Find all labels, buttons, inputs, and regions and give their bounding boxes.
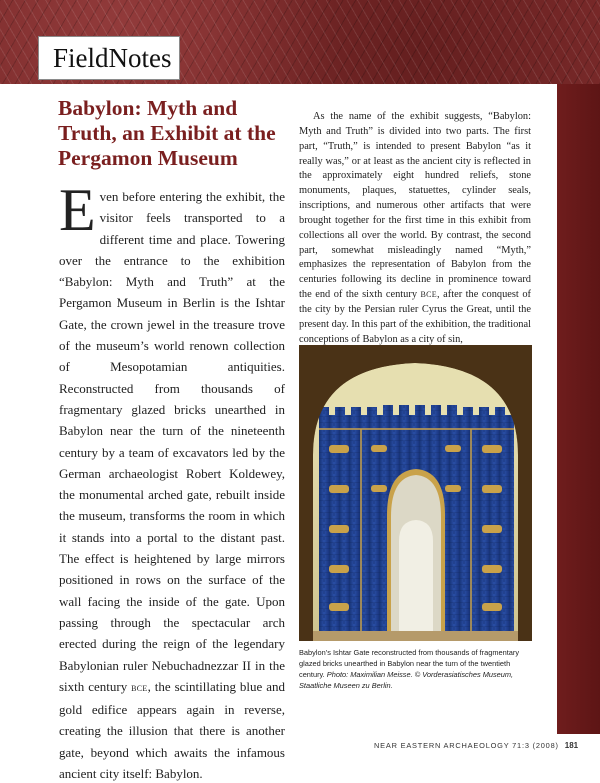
- era-abbrev: BCE: [131, 683, 148, 693]
- ishtar-gate-photo: [299, 345, 532, 641]
- article-title: Babylon: Myth and Truth, an Exhibit at the Pergamon Museum: [58, 96, 276, 170]
- figure-caption: [299, 647, 537, 691]
- right-paragraph-part-1: As the name of the exhibit suggests, “Babylon: Myth and Truth” is divided into two parts. The first part, “Truth,” is intended to present Babylon “as it really was,” or at least as the ancient city is reflected in the approximately eight hundred reliefs, stone monuments, plaques, statuettes, cylinder seals, inscriptions, and numerous other artifacts that were brought together for the first time in this exhibit from collections all over the world. By contrast, the second part, somewhat misleadingly named “Myth,” emphasizes the representation of Babylon from the centuries following its decline in prominence toward the end of the sixth century: [299, 111, 531, 301]
- caption-credit: Photo: Maximilian Meisse. © Vorderasiatisches Museum, Staatliche Museen zu Berlin.: [299, 670, 514, 690]
- right-paragraph-part-2: , after the conquest of the city by the Persian ruler Cyrus the Great, until the present day. In this part of the exhibition, the traditional conceptions of Babylon as a city of sin,: [299, 289, 531, 345]
- right-column-text: [299, 110, 531, 348]
- ishtar-gate-illustration: [299, 345, 532, 641]
- era-abbrev: BCE: [420, 290, 437, 300]
- drop-cap: E: [59, 177, 96, 243]
- section-label-box: [38, 36, 180, 80]
- page-number: 181: [564, 741, 579, 750]
- journal-citation: NEAR EASTERN ARCHAEOLOGY 71:3 (2008): [374, 741, 559, 750]
- page-footer: [374, 741, 579, 750]
- section-label: FieldNotes: [53, 43, 172, 73]
- left-paragraph-part-1: ven before entering the exhibit, the visitor feels transported to a different time and place. Towering over the entrance to the exhibition “Babylon: Myth and Truth” at the Pergamon Museum in Berlin is the Ishtar Gate, the crown jewel in the treasure trove of the museum’s world renown collection of Mesopotamian antiquities. Reconstructed from thousands of fragmentary glazed bricks unearthed in Babylon near the turn of the nineteenth century by a team of excavators led by the German archaeologist Robert Koldewey, the monumental arched gate, rebuilt inside the museum, transforms the room in which it stands into a portal to the distant past. The effect is heightened by large mirrors positioned in rows on the surface of the wall facing the inside of the gate. Upon passing through the spectacular arch erected during the reign of the legendary Babylonian ruler Nebuchadnezzar II in the sixth century: [59, 189, 285, 694]
- left-paragraph-part-2: , the scintillating blue and gold edifice appears again in reverse, creating the illusion that there is another gate, beyond which awaits the infamous ancient city itself: Babylon.: [59, 678, 286, 782]
- side-color-bar: [557, 84, 600, 734]
- left-column-text: [59, 177, 286, 783]
- caption-text: Babylon’s Ishtar Gate reconstructed from thousands of fragmentary glazed bricks unearthed in Babylon near the turn of the twentieth century.: [299, 648, 520, 679]
